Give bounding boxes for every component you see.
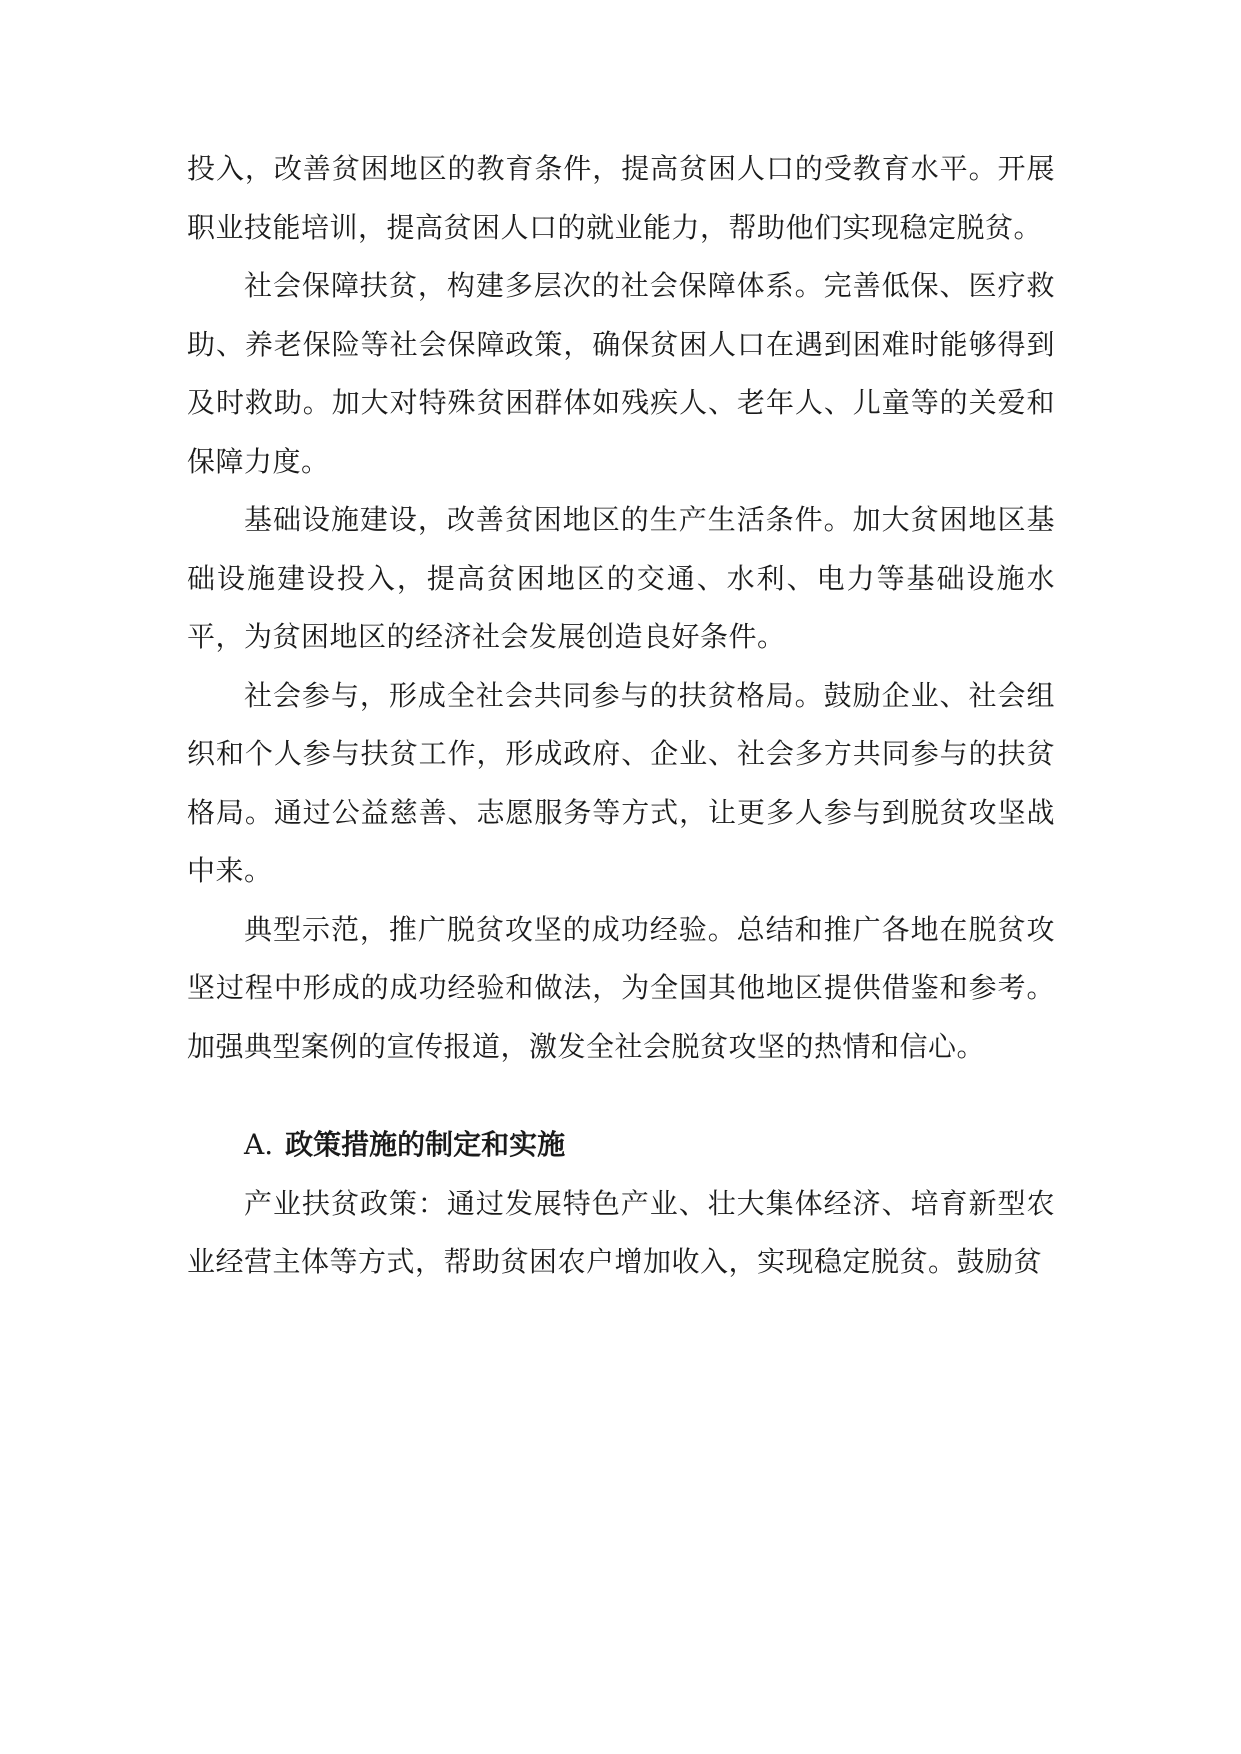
- body-paragraph-typical-demonstration: 典型示范，推广脱贫攻坚的成功经验。总结和推广各地在脱贫攻坚过程中形成的成功经验和做法，为全国其他地区提供借鉴和参考。加强典型案例的宣传报道，激发全社会脱贫攻坚的热情和信心。: [187, 912, 1055, 1063]
- document-page: [187, 140, 1055, 1292]
- body-paragraph-social-security: 社会保障扶贫，构建多层次的社会保障体系。完善低保、医疗救助、养老保险等社会保障政策，确保贫困人口在遇到困难时能够得到及时救助。加大对特殊贫困群体如残疾人、老年人、儿童等的关爱和保障力度。: [187, 269, 1055, 478]
- body-paragraph-infrastructure: 基础设施建设，改善贫困地区的生产生活条件。加大贫困地区基础设施建设投入，提高贫困地区的交通、水利、电力等基础设施水平，为贫困地区的经济社会发展创造良好条件。: [187, 503, 1055, 653]
- section-heading: [187, 1116, 1055, 1175]
- section-title: 政策措施的制定和实施: [285, 1128, 566, 1161]
- section-number: A.: [244, 1128, 274, 1161]
- body-paragraph-social-participation: 社会参与，形成全社会共同参与的扶贫格局。鼓励企业、社会组织和个人参与扶贫工作，形成政府、企业、社会多方共同参与的扶贫格局。通过公益慈善、志愿服务等方式，让更多人参与到脱贫攻坚战中来。: [187, 678, 1055, 887]
- body-paragraph-continued: 投入，改善贫困地区的教育条件，提高贫困人口的受教育水平。开展职业技能培训，提高贫困人口的就业能力，帮助他们实现稳定脱贫。: [187, 152, 1055, 244]
- body-paragraph-industry-policy: 产业扶贫政策：通过发展特色产业、壮大集体经济、培育新型农业经营主体等方式，帮助贫困农户增加收入，实现稳定脱贫。鼓励贫: [187, 1186, 1055, 1278]
